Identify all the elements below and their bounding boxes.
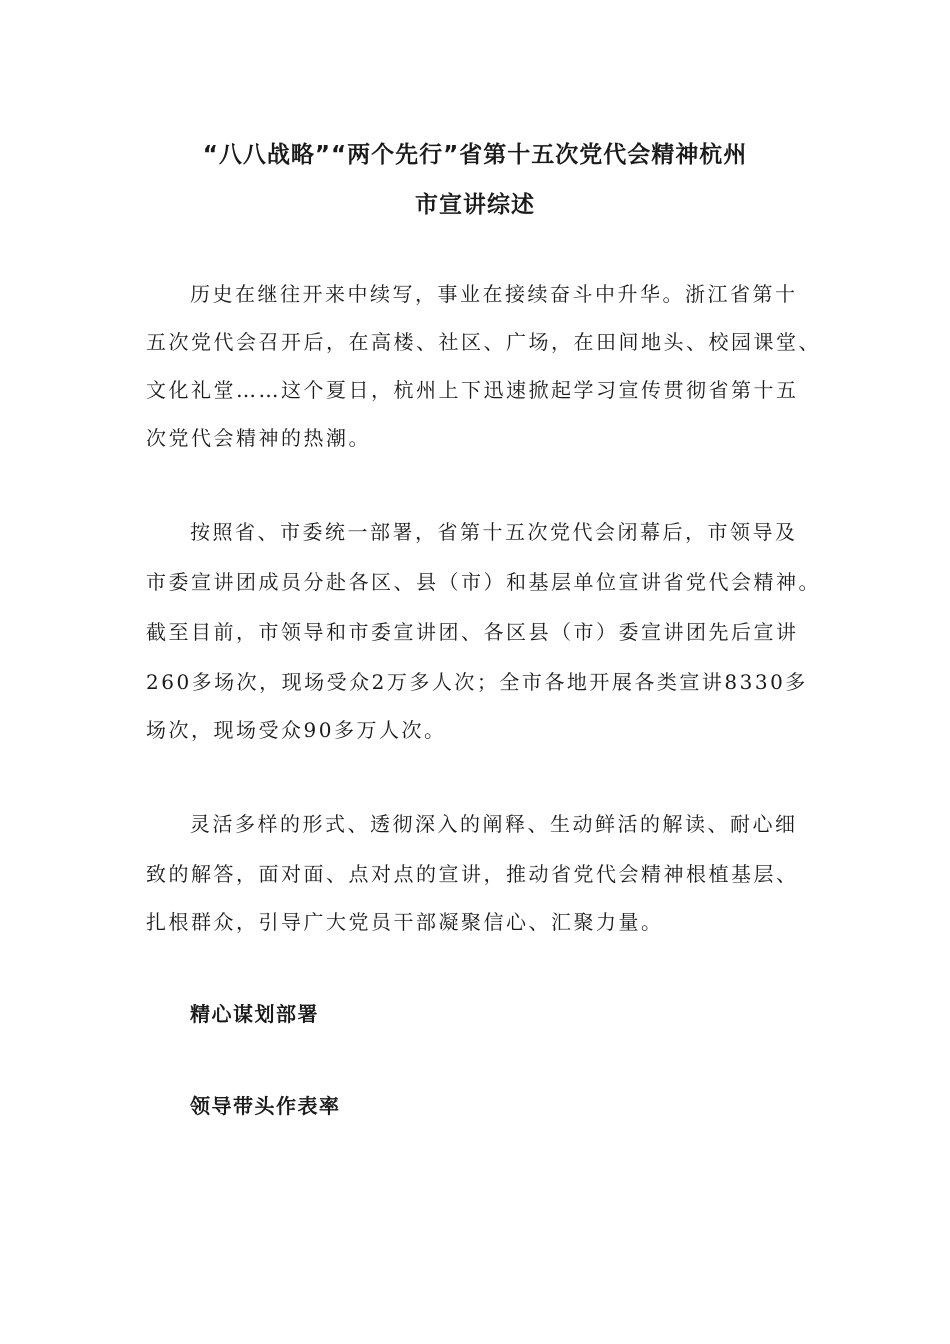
section-heading: 领导带头作表率 — [190, 1094, 341, 1118]
paragraph-line: 市委宣讲团成员分赴各区、县（市）和基层单位宣讲省党代会精神。 — [146, 570, 821, 594]
paragraph-line: 场次，现场受众90多万人次。 — [146, 718, 447, 742]
paragraph-line: 次党代会精神的热潮。 — [146, 426, 371, 450]
paragraph-line: 扎根群众，引导广大党员干部凝聚信心、汇聚力量。 — [146, 910, 664, 934]
paragraph-line: 按照省、市委统一部署，省第十五次党代会闭幕后，市领导及 — [190, 520, 798, 544]
section-heading: 精心谋划部署 — [190, 1002, 319, 1026]
document-title-line-2: 市宣讲综述 — [415, 192, 535, 218]
paragraph-line: 截至目前，市领导和市委宣讲团、各区县（市）委宣讲团先后宣讲 — [146, 620, 799, 644]
paragraph-line: 260多场次，现场受众2万多人次；全市各地开展各类宣讲8330多 — [146, 670, 808, 694]
paragraph-line: 致的解答，面对面、点对点的宣讲，推动省党代会精神根植基层、 — [146, 862, 799, 886]
document-title-line-1: “八八战略”“两个先行”省第十五次党代会精神杭州 — [202, 142, 748, 168]
paragraph-line: 五次党代会召开后，在高楼、社区、广场，在田间地头、校园课堂、 — [146, 330, 821, 354]
paragraph-line: 历史在继往开来中续写，事业在接续奋斗中升华。浙江省第十 — [190, 282, 798, 306]
paragraph-line: 文化礼堂……这个夏日，杭州上下迅速掀起学习宣传贯彻省第十五 — [146, 378, 799, 402]
paragraph-line: 灵活多样的形式、透彻深入的阐释、生动鲜活的解读、耐心细 — [190, 812, 798, 836]
